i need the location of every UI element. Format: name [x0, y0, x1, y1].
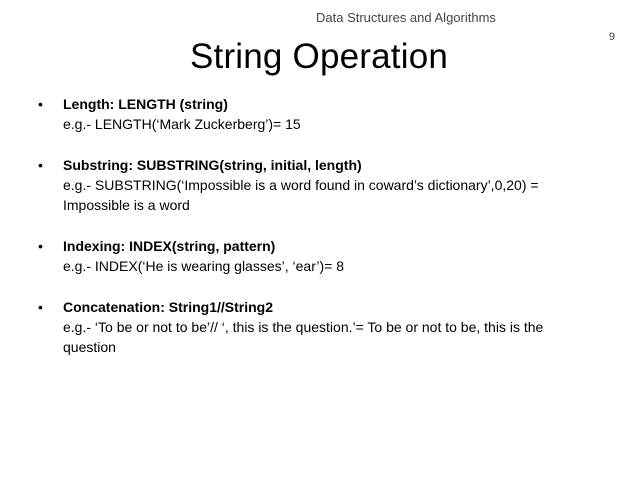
bullet-list: [38, 94, 598, 378]
bullet-heading: Concatenation: String1//String2: [63, 299, 274, 315]
bullet-heading: Length: LENGTH (string): [63, 96, 228, 112]
bullet-item-concatenation: [38, 297, 598, 357]
bullet-example: e.g.- INDEX(‘He is wearing glasses’, ‘ear’)= 8: [63, 258, 345, 274]
bullet-example: e.g.- LENGTH(‘Mark Zuckerberg’)= 15: [63, 116, 301, 132]
bullet-item-length: [38, 94, 598, 134]
page-number: 9: [608, 31, 615, 43]
bullet-heading: Indexing: INDEX(string, pattern): [63, 238, 276, 254]
bullet-item-substring: [38, 155, 598, 215]
bullet-icon: •: [38, 299, 43, 315]
bullet-example: e.g.- ‘To be or not to be’// ‘, this is the question.’= To be or not to be, this is the question: [63, 319, 544, 355]
bullet-item-indexing: [38, 236, 598, 276]
course-title: Data Structures and Algorithms: [316, 10, 496, 25]
slide-title: String Operation: [189, 37, 449, 76]
bullet-icon: •: [38, 157, 43, 173]
bullet-heading: Substring: SUBSTRING(string, initial, length): [63, 157, 362, 173]
bullet-example: e.g.- SUBSTRING(‘Impossible is a word found in coward’s dictionary’,0,20) = Impossible is a word: [63, 177, 539, 213]
bullet-icon: •: [38, 96, 43, 112]
bullet-icon: •: [38, 238, 43, 254]
